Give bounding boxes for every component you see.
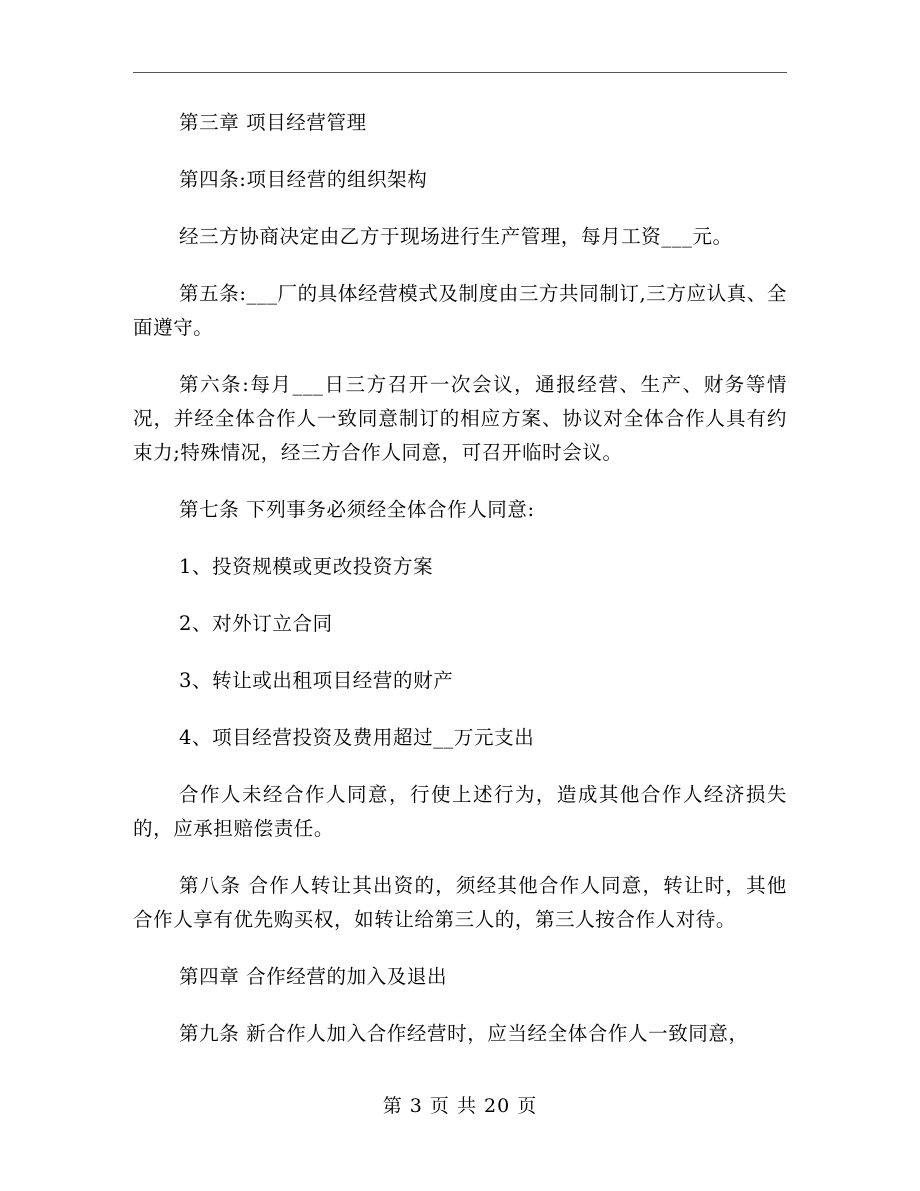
article-5: 第五条:___厂的具体经营模式及制度由三方共同制订,三方应认真、全面遵守。 (133, 282, 787, 339)
article-7-item-3: 3、转让或出租项目经营的财产 (179, 669, 454, 692)
article-9: 第九条 新合作人加入合作经营时，应当经全体合作人一致同意， (179, 1022, 749, 1045)
article-7-item-1: 1、投资规模或更改投资方案 (179, 555, 434, 578)
chapter-heading-4: 第四章 合作经营的加入及退出 (179, 965, 448, 988)
header-rule (133, 72, 787, 73)
page-number: 第 3 页 共 20 页 (382, 1095, 538, 1117)
article-7-item-2: 2、对外订立合同 (179, 612, 333, 635)
article-7-liability: 合作人未经合作人同意，行使上述行为，造成其他合作人经济损失的，应承担赔偿责任。 (133, 783, 787, 840)
chapter-heading-3: 第三章 项目经营管理 (179, 111, 367, 134)
article-4-body: 经三方协商决定由乙方于现场进行生产管理，每月工资___元。 (179, 225, 733, 248)
document-body (133, 106, 787, 1074)
article-4: 第四条:项目经营的组织架构 (179, 168, 428, 191)
page-footer (0, 1091, 920, 1121)
article-6: 第六条:每月___日三方召开一次会议，通报经营、生产、财务等情况，并经全体合作人一致同意制订的相应方案、协议对全体合作人具有约束力;特殊情况，经三方合作人同意，可召开临时会议。 (133, 373, 787, 464)
article-8: 第八条 合作人转让其出资的，须经其他合作人同意，转让时，其他合作人享有优先购买权，如转让给第三人的，第三人按合作人对待。 (133, 874, 787, 931)
article-7-item-4: 4、项目经营投资及费用超过__万元支出 (179, 726, 535, 749)
article-7: 第七条 下列事务必须经全体合作人同意: (179, 498, 535, 521)
